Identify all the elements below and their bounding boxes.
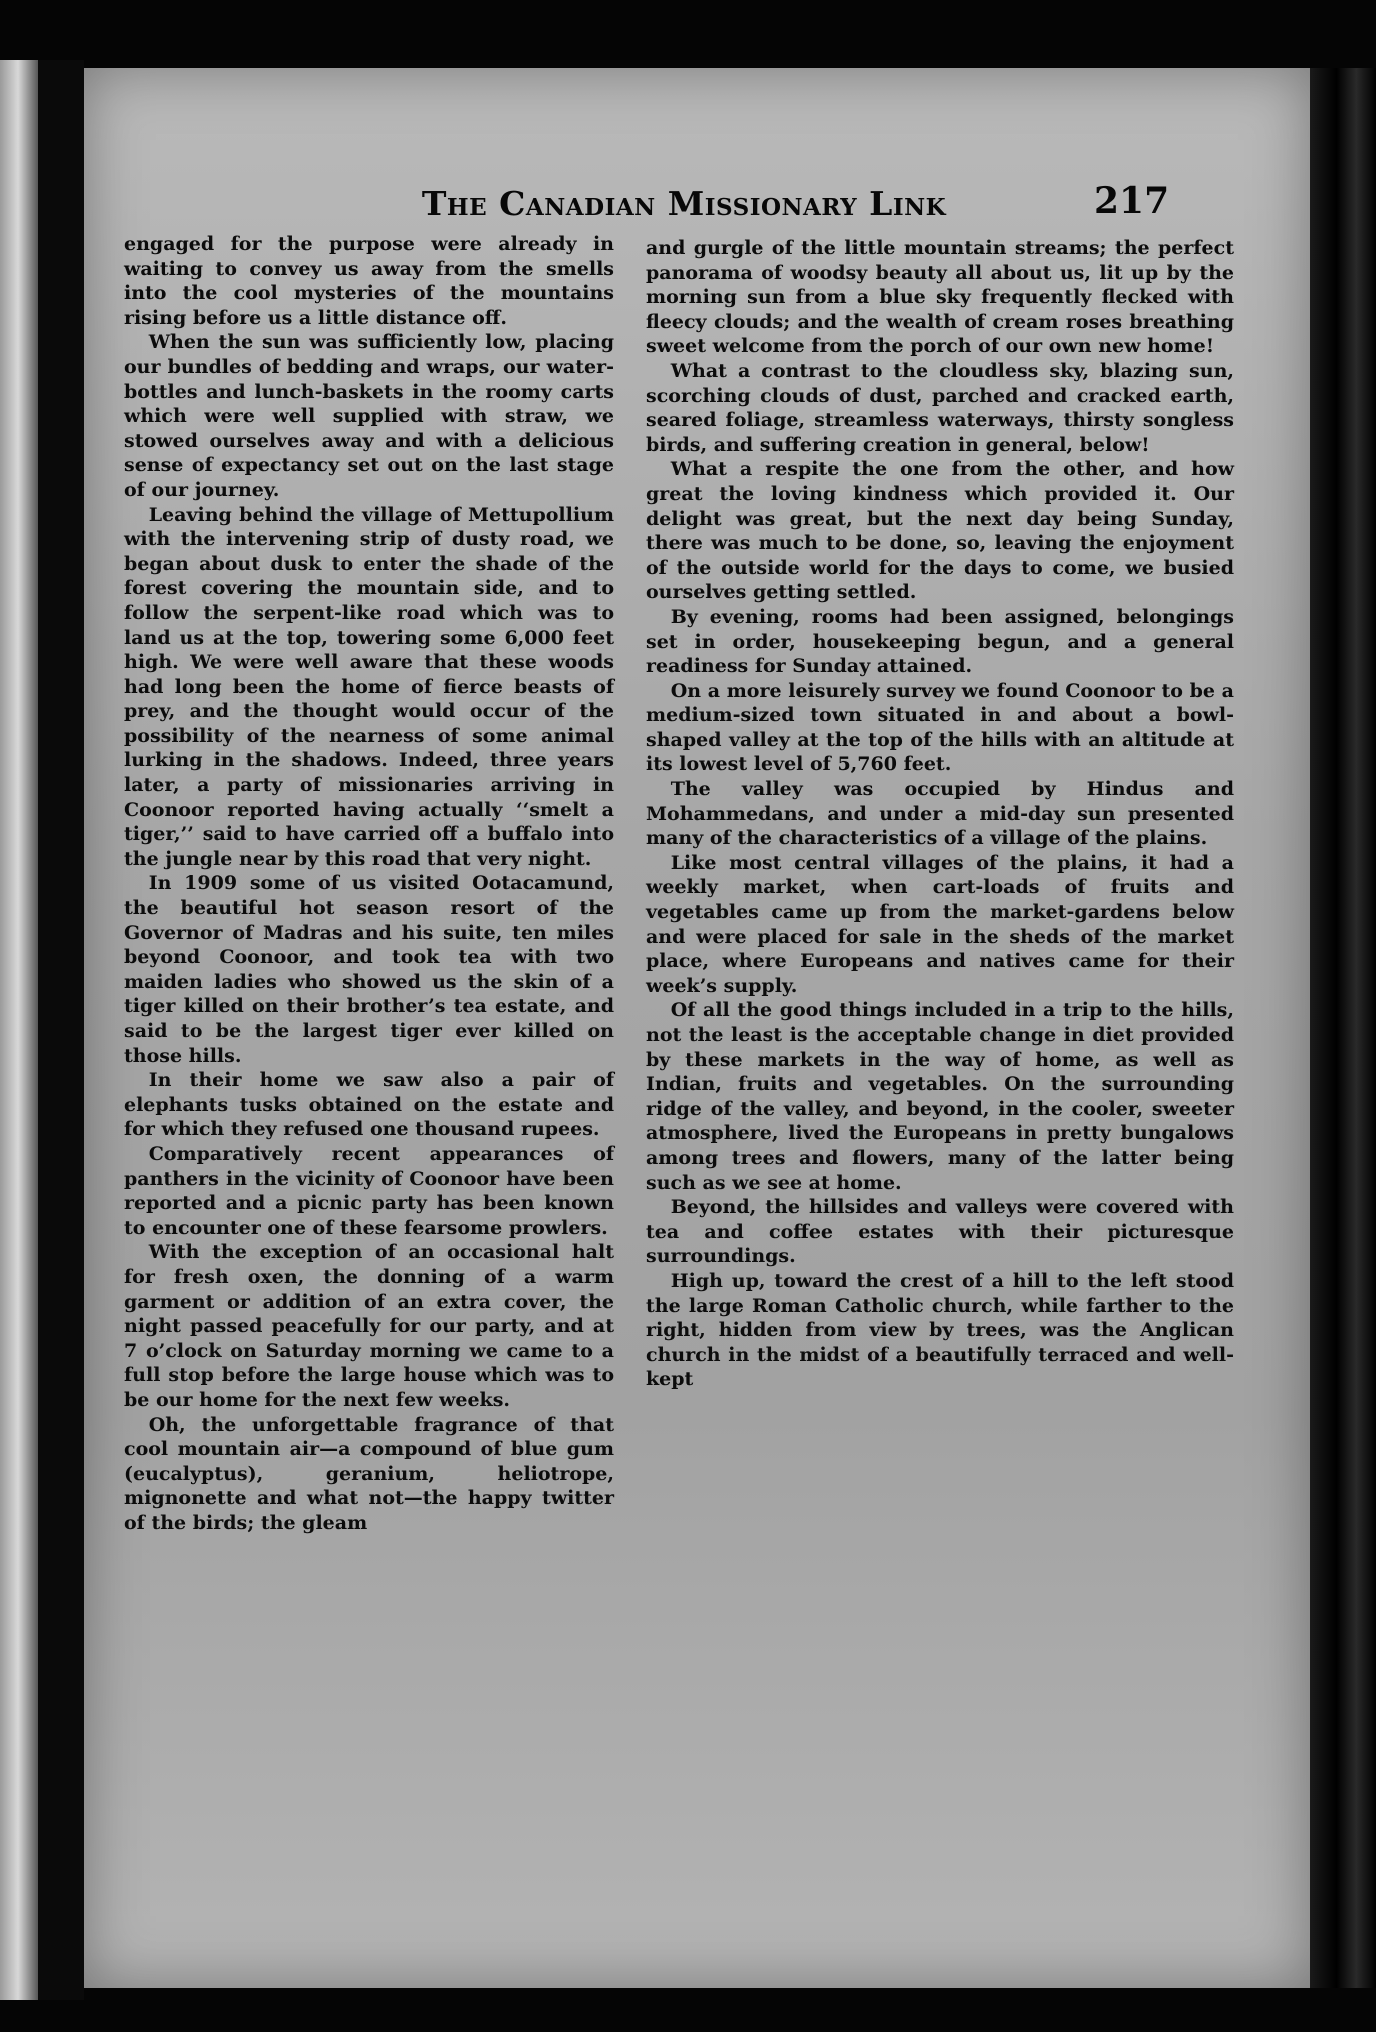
page-number: 217: [1094, 180, 1170, 222]
paragraph: In 1909 some of us visited Ootacamund, the beautiful hot season resort of the Governor of Madras and his suite, ten miles beyond Coonoor, and took tea with two maiden ladies who showed us the skin of a tiger killed on their brother’s tea estate, and said to be the largest tiger ever killed on those hills.: [124, 872, 614, 1067]
right-binding-shadow: [1310, 68, 1376, 1988]
paragraph: On a more leisurely survey we found Coonoor to be a medium-sized town situated in and about a bowl-shaped valley at the top of the hills with an altitude at its lowest level of 5,760 feet.: [646, 679, 1234, 776]
paragraph: What a respite the one from the other, and how great the loving kindness which provided it. Our delight was great, but the next day being Sunday, there was much to be done, so, leaving the enjoyment of the outside world for the days to come, we busied ourselves getting settled.: [646, 458, 1234, 604]
paragraph: In their home we saw also a pair of elephants tusks obtained on the estate and for which they refused one thousand rupees.: [124, 1069, 614, 1141]
paragraph: With the exception of an occasional halt for fresh oxen, the donning of a warm garment or addition of an extra cover, the night passed peacefully for our party, and at 7 o’clock on Saturday morning we came to a full stop before the large house which was to be our home for the next few weeks.: [124, 1241, 614, 1411]
paragraph: By evening, rooms had been assigned, belongings set in order, housekeeping begun, and a general readiness for Sunday attained.: [646, 605, 1234, 678]
paragraph: High up, toward the crest of a hill to the left stood the large Roman Catholic church, while farther to the right, hidden from view by trees, was the Anglican church in the midst of a beautifully terraced and well-kept: [646, 1269, 1234, 1391]
paragraph: When the sun was sufficiently low, placing our bundles of bedding and wraps, our water-bottles and lunch-baskets in the roomy carts which were well supplied with straw, we stowed ourselves away and with a delicious sense of expectancy set out on the last stage of our journey.: [124, 331, 614, 501]
paragraph: Oh, the unforgettable fragrance of that cool mountain air—a compound of blue gum (eucalyptus), geranium, heliotrope, mignonette and what not—the happy twitter of the birds; the gleam: [124, 1413, 614, 1534]
paragraph: Of all the good things included in a trip to the hills, not the least is the acceptable change in diet provided by these markets in the way of home, as well as Indian, fruits and vegetables. On the surrounding ridge of the valley, and beyond, in the cooler, sweeter atmosphere, lived the Europeans in pretty bungalows among trees and flowers, many of the latter being such as we see at home.: [646, 999, 1234, 1194]
paragraph: Leaving behind the village of Mettupollium with the intervening strip of dusty road, we began about dusk to enter the shade of the forest covering the mountain side, and to follow the serpent-like road which was to land us at the top, towering some 6,000 feet high. We were well aware that these woods had long been the home of fierce beasts of prey, and the thought would occur of the possibility of the nearness of some animal lurking in the shadows. Indeed, three years later, a party of missionaries arriving in Coonoor reported having actually ‘‘smelt a tiger,’’ said to have carried off a buffalo into the jungle near by this road that very night.: [124, 503, 614, 870]
paragraph: engaged for the purpose were already in waiting to convey us away from the smells into the cool mysteries of the mountains rising before us a little distance off.: [124, 233, 614, 329]
paragraph: Beyond, the hillsides and valleys were covered with tea and coffee estates with their picturesque surroundings.: [646, 1196, 1234, 1268]
running-title: The Canadian Missionary Link: [421, 184, 947, 223]
paragraph: Comparatively recent appearances of panthers in the vicinity of Coonoor have been reported and a picnic party has been known to encounter one of these fearsome prowlers.: [124, 1142, 614, 1239]
journal-page: [84, 68, 1310, 1988]
left-column: [124, 232, 614, 1535]
paragraph: The valley was occupied by Hindus and Mohammedans, and under a mid-day sun presented many of the characteristics of a village of the plains.: [646, 778, 1234, 850]
paragraph: What a contrast to the cloudless sky, blazing sun, scorching clouds of dust, parched and cracked earth, seared foliage, streamless waterways, thirsty songless birds, and suffering creation in general, below!: [646, 359, 1234, 456]
paragraph: and gurgle of the little mountain streams; the perfect panorama of woodsy beauty all about us, lit up by the morning sun from a blue sky frequently flecked with fleecy clouds; and the wealth of cream roses breathing sweet welcome from the porch of our own new home!: [646, 237, 1234, 358]
paragraph: Like most central villages of the plains, it had a weekly market, when cart-loads of fruits and vegetables came up from the market-gardens below and were placed for sale in the sheds of the market place, where Europeans and natives came for their week’s supply.: [646, 851, 1234, 997]
right-column: [646, 236, 1234, 1392]
left-binding-shadow: [38, 60, 84, 2000]
facing-page-edge: [0, 60, 40, 2000]
